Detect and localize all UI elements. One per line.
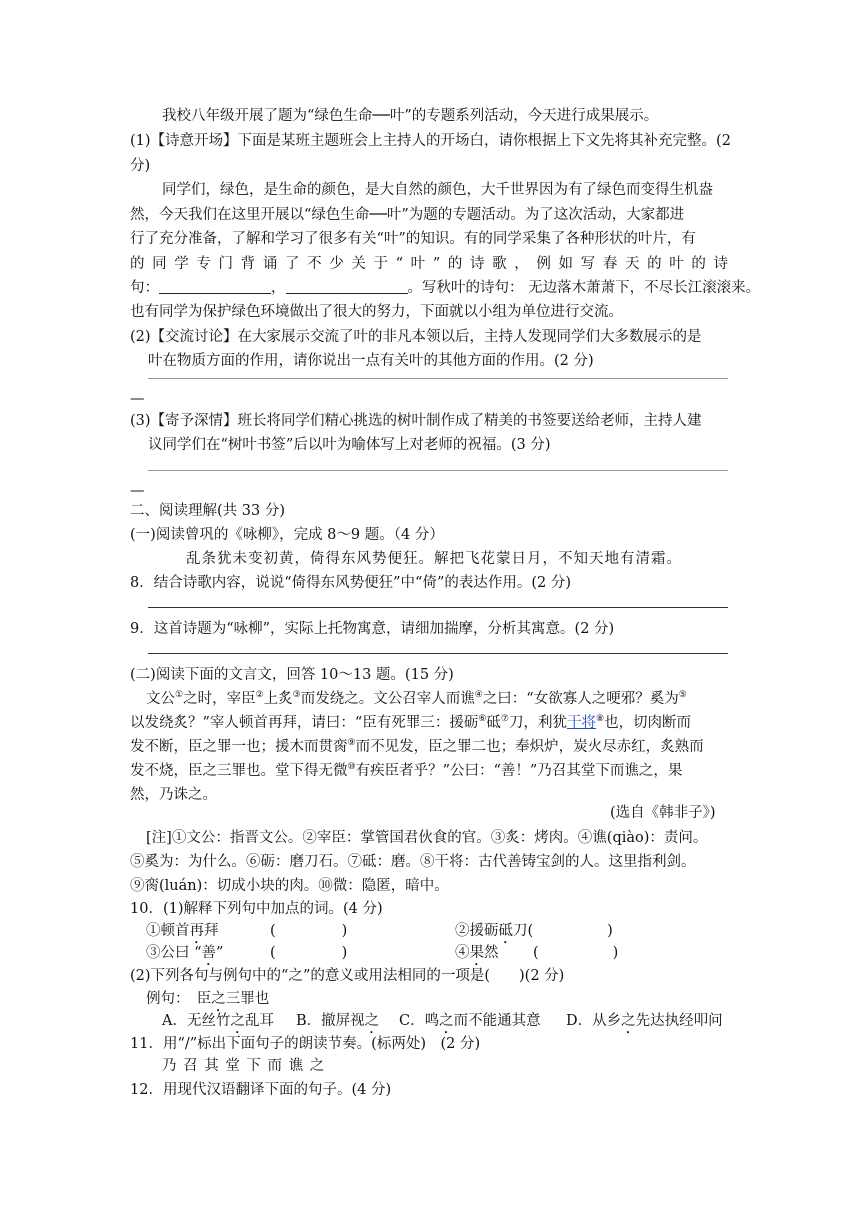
q10-paren-4[interactable]: ( )	[533, 945, 619, 961]
q10-item-2: ②援砺砥刀( )	[455, 923, 613, 939]
annotation-line: ⑤奚为：为什么。⑥砺：磨刀石。⑦砥：磨。⑧干将：古代善铸宝剑的人。这里指利剑。	[130, 854, 696, 870]
answer-blank-1[interactable]	[159, 279, 271, 294]
annotation-line: [注]①文公：指晋文公。②宰臣：掌管国君伙食的官。③炙：烤肉。④谯(qiào)：责问。	[146, 830, 708, 846]
answer-blank-2[interactable]	[286, 279, 408, 294]
part2-heading: (二)阅读下面的文言文，回答 10～13 题。(15 分)	[130, 667, 454, 683]
q3-answer-line[interactable]	[148, 470, 728, 471]
part1-heading: (一)阅读曾巩的《咏柳》，完成 8～9 题。（4 分）	[130, 527, 444, 543]
q3-prompt-line1: (3)【寄予深情】班长将同学们精心挑选的树叶制作成了精美的书签要送给老师，主持人建	[130, 413, 702, 429]
classical-text-line: 发不烧，臣之三罪也。堂下得无微⑩有疾臣者乎？”公曰：“善！”乃召其堂下而谯之，果	[130, 762, 683, 779]
q1-passage-line: 行了充分准备，了解和学习了很多有关“叶”的知识。有的同学采集了各种形状的叶片，有	[130, 231, 696, 247]
classical-text-line: 然，乃诛之。	[130, 787, 217, 803]
classical-text-line: 以发绕炙？”宰人顿首再拜，请曰：“臣有死罪三：援砺⑥砥⑦刀，利犹干将⑧也，切肉断而	[130, 714, 692, 731]
q10-part2-prompt: (2)下列各句与例句中的“之”的意义或用法相同的一项是( )(2 分)	[130, 968, 565, 984]
intro-text: 我校八年级开展了题为“绿色生命──叶”的专题系列活动，今天进行成果展示。	[162, 108, 659, 124]
q2-answer-tail: —	[130, 391, 145, 407]
q8-answer-line[interactable]	[148, 607, 728, 608]
q1-passage-line	[130, 277, 760, 299]
comma: ，	[271, 280, 286, 296]
q1-passage-line: 的同学专门背诵了不少关于“叶”的诗歌，例如写春天的叶的诗	[130, 256, 728, 272]
q10-prompt: 10．(1)解释下列句中加点的词。(4 分)	[130, 901, 383, 917]
source-citation: (选自《韩非子》)	[610, 805, 716, 821]
q1-prompt-line1: (1)【诗意开场】下面是某班主题班会上主持人的开场白，请你根据上下文先将其补充完整。(2	[130, 133, 731, 149]
q3-prompt-line2: 议同学们在“树叶书签”后以叶为喻体写上对老师的祝福。(3 分)	[148, 437, 551, 453]
q10-paren-1[interactable]: ( )	[270, 923, 348, 939]
poem-line-label: 句：	[130, 280, 159, 296]
q11-sentence[interactable]: 乃 召 其 堂 下 而 谯 之	[162, 1058, 326, 1074]
q9-answer-line[interactable]	[148, 653, 728, 654]
option-b[interactable]: B．撤屏视之	[296, 1013, 380, 1029]
poem-line-rest: 。写秋叶的诗句： 无边落木萧萧下，不尽长江滚滚来。	[407, 280, 761, 296]
q3-answer-tail: —	[130, 483, 145, 499]
q1-passage-line: 然，今天我们在这里开展以“绿色生命──叶”为题的专题活动。为了这次活动，大家都进	[130, 207, 685, 223]
section-heading: 二、阅读理解(共 33 分)	[130, 503, 285, 519]
q2-prompt-line2: 叶在物质方面的作用，请你说出一点有关叶的其他方面的作用。(2 分)	[148, 353, 594, 369]
annotation-line: ⑨脔(luán)：切成小块的肉。⑩微：隐匿，暗中。	[130, 878, 449, 894]
q10-paren-3[interactable]: ( )	[270, 945, 348, 961]
classical-text-line: 发不断，臣之罪一也；援木而贯脔⑨而不见发，臣之罪二也；奉炽炉，炭火尽赤红，炙熟而	[130, 738, 704, 755]
q8-prompt: 8．结合诗歌内容，说说“倚得东风势便狂”中“倚”的表达作用。(2 分)	[130, 575, 572, 591]
q2-answer-line[interactable]	[148, 378, 728, 379]
option-a[interactable]: A．无丝竹之乱耳	[162, 1013, 274, 1029]
q10-item-4: ④果然	[455, 945, 499, 961]
ganjiang-link[interactable]: 干将	[566, 715, 596, 731]
q12-prompt: 12．用现代汉语翻译下面的句子。(4 分)	[130, 1082, 392, 1098]
q10-item-3: ③公曰 “善”	[146, 945, 224, 961]
q1-passage-line: 也有同学为保护绿色环境做出了很大的努力，下面就以小组为单位进行交流。	[130, 304, 623, 320]
q10-item-1: ①顿首再拜	[146, 923, 219, 939]
q9-prompt: 9．这首诗题为“咏柳”，实际上托物寓意，请细加揣摩，分析其寓意。(2 分)	[130, 621, 615, 637]
poem-text: 乱条犹未变初黄，倚得东风势便狂。解把飞花蒙日月，不知天地有清霜。	[186, 551, 682, 567]
option-c[interactable]: C．鸣之而不能通其意	[399, 1013, 541, 1029]
q1-passage-line: 同学们，绿色，是生命的颜色，是大自然的颜色，大千世界因为有了绿色而变得生机盎	[162, 182, 713, 198]
q2-prompt-line1: (2)【交流讨论】在大家展示交流了叶的非凡本领以后，主持人发现同学们大多数展示的是	[130, 329, 702, 345]
q11-prompt: 11．用“/”标出下面句子的朗读节奏。(标两处) (2 分)	[130, 1036, 481, 1052]
option-d[interactable]: D．从乡之先达执经叩问	[566, 1013, 723, 1029]
classical-text-line: 文公①之时，宰臣②上炙③而发绕之。文公召宰人而谯④之曰：“女欲寡人之哽邪？奚为⑤	[146, 690, 687, 707]
example-sentence: 例句： 臣之三罪也	[146, 991, 270, 1007]
q1-prompt-line2: 分)	[130, 158, 151, 174]
